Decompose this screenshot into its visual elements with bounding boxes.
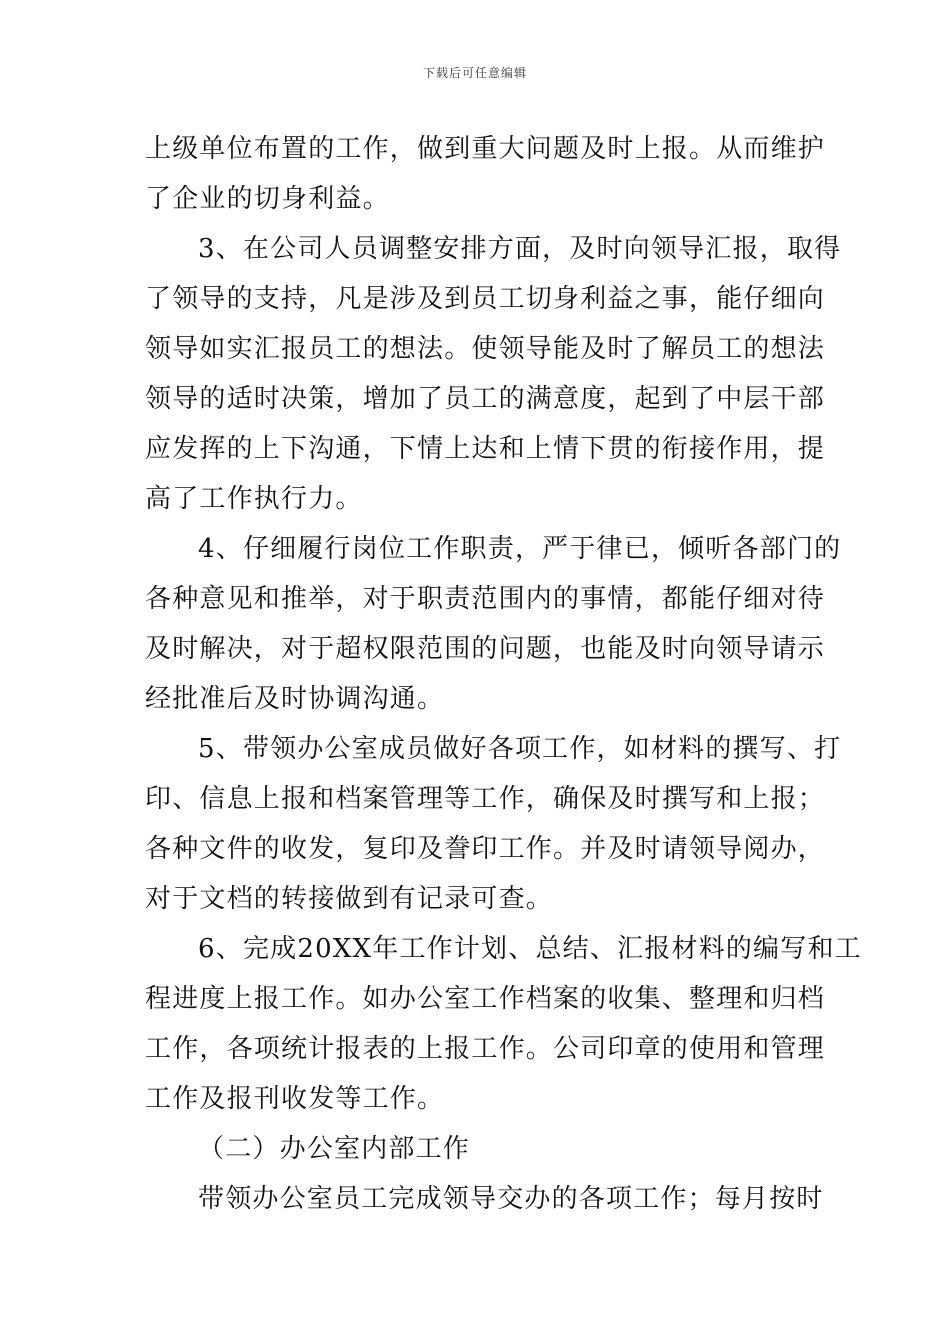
text-line: 及时解决，对于超权限范围的问题，也能及时向领导请示 xyxy=(145,634,826,664)
text-line: 6、完成20XX年工作计划、总结、汇报材料的编写和工 xyxy=(198,934,862,964)
section-heading: （二）办公室内部工作 xyxy=(198,1134,471,1164)
text-line: 高了工作执行力。 xyxy=(145,484,363,514)
page-header-note: 下载后可任意编辑 xyxy=(422,66,527,80)
text-line: 5、带领办公室成员做好各项工作，如材料的撰写、打 xyxy=(198,734,842,764)
text-line: 程进度上报工作。如办公室工作档案的收集、整理和归档 xyxy=(145,984,826,1014)
text-line: 领导的适时决策，增加了员工的满意度，起到了中层干部 xyxy=(145,384,826,414)
text-line: 工作，各项统计报表的上报工作。公司印章的使用和管理 xyxy=(145,1034,826,1064)
text-line: 带领办公室员工完成领导交办的各项工作；每月按时 xyxy=(198,1184,824,1214)
text-line: 应发挥的上下沟通，下情上达和上情下贯的衔接作用，提 xyxy=(145,434,826,464)
text-line: 各种意见和推举，对于职责范围内的事情，都能仔细对待 xyxy=(145,584,826,614)
document-body xyxy=(145,124,862,1224)
text-line: 了领导的支持，凡是涉及到员工切身利益之事，能仔细向 xyxy=(145,284,826,314)
text-line: 各种文件的收发，复印及誊印工作。并及时请领导阅办， xyxy=(145,834,826,864)
text-line: 了企业的切身利益。 xyxy=(145,184,390,214)
text-line: 3、在公司人员调整安排方面，及时向领导汇报，取得 xyxy=(198,234,842,264)
text-line: 经批准后及时协调沟通。 xyxy=(145,684,445,714)
text-line: 领导如实汇报员工的想法。使领导能及时了解员工的想法 xyxy=(145,334,826,364)
text-line: 上级单位布置的工作，做到重大问题及时上报。从而维护 xyxy=(145,134,826,164)
text-line: 对于文档的转接做到有记录可查。 xyxy=(145,884,554,914)
text-line: 印、信息上报和档案管理等工作，确保及时撰写和上报； xyxy=(145,784,826,814)
text-line: 工作及报刊收发等工作。 xyxy=(145,1084,445,1114)
text-line: 4、仔细履行岗位工作职责，严于律已，倾听各部门的 xyxy=(198,534,842,564)
